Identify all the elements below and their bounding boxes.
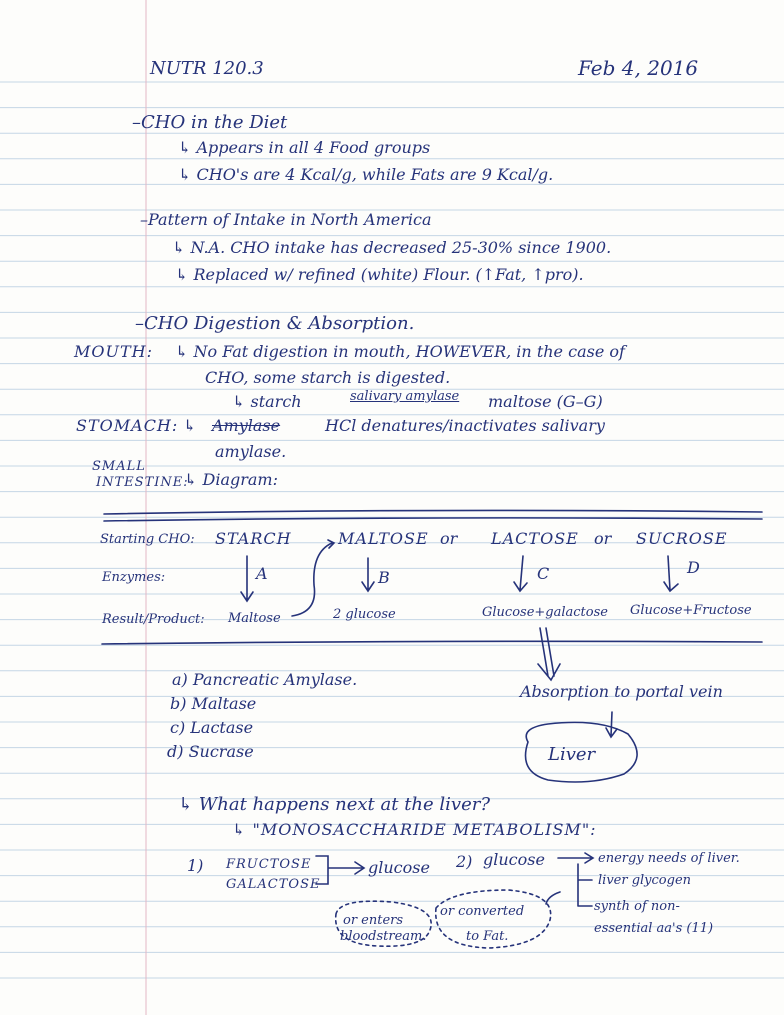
diagram-top-rule [104,510,762,514]
result-product-label: Result/Product: [102,612,205,627]
liver-label: Liver [548,744,596,765]
diagram-top-rule-2 [104,518,762,521]
small-intestine-label-1: SMALL [92,459,146,474]
starting-sucrose: SUCROSE [636,529,728,548]
enzymes-label: Enzymes: [102,570,166,585]
mouth-label: MOUTH: [74,342,153,361]
item-2-glucose: glucose [483,850,545,869]
enzyme-list-a: a) Pancreatic Amylase. [172,670,358,689]
stomach-line-1: HCl denatures/inactivates salivary [325,416,605,435]
diagram-bottom-rule [102,641,762,644]
starting-starch: STARCH [215,529,292,548]
glucose-to-energy-arrow-icon [558,853,593,863]
liver-outline-icon [526,722,638,782]
section-diet-line-2: ↳ CHO's are 4 Kcal/g, while Fats are 9 Kcal/g. [178,165,554,184]
section-diet-heading: –CHO in the Diet [132,112,288,133]
bubble-bloodstream-line-2: bloodstream. [340,929,427,944]
small-intestine-line: ↳ Diagram: [184,470,278,489]
section-digestion-heading: –CHO Digestion & Absorption. [135,313,415,334]
fructose-galactose-arrow-icon [316,856,364,884]
starting-or-1: or [440,529,458,548]
item-1-glucose: glucose [368,858,430,877]
item-2-number: 2) [456,852,473,871]
arrow-b-icon [362,558,374,591]
fat-bubble [436,890,551,948]
item-2-liver-glycogen: liver glycogen [598,873,692,888]
item-2-energy-needs: energy needs of liver. [598,851,740,866]
item-1-number: 1) [187,856,204,875]
section-intake-line-2: ↳ Replaced w/ refined (white) Flour. (↑Fat, ↑pro). [175,265,584,284]
maltose-link-arrow-icon [292,540,334,616]
item-2-synth-line-1: synth of non- [594,899,680,914]
starting-lactose: LACTOSE [491,529,579,548]
item-1-fructose: FRUCTOSE [226,857,312,872]
product-glucose-fructose: Glucose+Fructose [630,603,752,618]
bubble-bloodstream-line-1: or enters [343,913,404,928]
section-intake-heading: –Pattern of Intake in North America [140,210,432,229]
item-2-synth-line-2: essential aa's (11) [594,921,714,936]
arrow-d-icon [664,556,678,591]
stomach-label: STOMACH: [76,416,179,435]
section-intake-line-1: ↳ N.A. CHO intake has decreased 25-30% since 1900. [172,238,612,257]
enzyme-c: C [537,564,550,583]
note-date: Feb 4, 2016 [578,56,699,80]
enzyme-d: D [687,558,700,577]
mouth-line-2: CHO, some starch is digested. [205,368,451,387]
absorption-arrow-icon [538,628,560,680]
arrow-a-icon [241,556,253,601]
mouth-line-3-start: ↳ starch [232,392,302,411]
glucose-branch-icon [578,864,592,906]
arrow-c-icon [514,556,527,591]
mouth-line-1: ↳ No Fat digestion in mouth, HOWEVER, in the case of [175,342,625,361]
section-diet-line-1: ↳ Appears in all 4 Food groups [178,138,431,157]
mouth-line-3-end: maltose (G–G) [488,392,603,411]
bubble-fat-line-1: or converted [440,904,525,919]
starting-or-2: or [594,529,612,548]
starting-maltose: MALTOSE [338,529,429,548]
enzyme-b: B [378,568,390,587]
product-glucose-galactose: Glucose+galactose [482,605,608,620]
enzyme-a: A [256,564,268,583]
enzyme-list-b: b) Maltase [170,694,257,713]
product-2-glucose: 2 glucose [333,607,396,622]
salivary-amylase-label: salivary amylase [350,389,460,404]
absorption-label: Absorption to portal vein [520,682,723,701]
enzyme-list-c: c) Lactase [170,718,254,737]
small-intestine-label-2: INTESTINE: [96,475,189,490]
liver-question: ↳ What happens next at the liver? [178,794,490,815]
stomach-crossed-word: Amylase [212,416,281,435]
portal-to-liver-arrow-icon [606,712,617,737]
starting-cho-label: Starting CHO: [100,532,195,547]
bubble-fat-line-2: to Fat. [466,929,509,944]
enzyme-list-d: d) Sucrase [167,742,254,761]
item-1-galactose: GALACTOSE [226,877,321,892]
stomach-arrow: ↳ [183,416,197,435]
product-maltose: Maltose [228,611,281,626]
glucose-to-bubble-stroke [546,892,560,904]
stomach-line-2: amylase. [215,442,287,461]
course-code: NUTR 120.3 [150,58,264,79]
bloodstream-bubble [336,901,432,946]
monosaccharide-heading: ↳ "MONOSACCHARIDE METABOLISM": [232,820,597,839]
